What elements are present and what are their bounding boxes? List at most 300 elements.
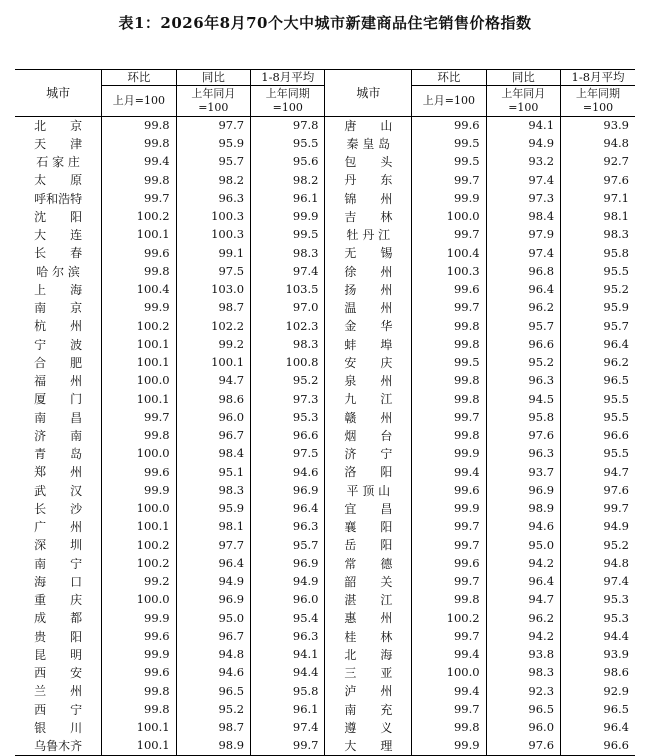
ytd-base-right: 上年同期 =100: [561, 86, 635, 117]
yoy-base-right: 上年同月 =100: [486, 86, 560, 117]
mom-base-right: 上月=100: [412, 86, 486, 117]
city-cell-right: 北 海: [325, 646, 412, 664]
ytd-cell-right: 95.3: [561, 609, 635, 627]
ytd-cell-right: 98.3: [561, 226, 635, 244]
city-cell-left: 沈 阳: [34, 209, 83, 224]
ytd-cell-right: 99.7: [561, 500, 635, 518]
mom-cell-right: 99.7: [412, 628, 486, 646]
page-title: 表1：2026年8月70个大中城市新建商品住宅销售价格指数: [118, 14, 532, 32]
yoy-cell-left: 100.3: [176, 208, 250, 226]
mom-cell-left: 100.0: [102, 500, 176, 518]
city-cell-left: 南 京: [34, 301, 83, 316]
yoy-cell-right: 92.3: [486, 682, 560, 700]
yoy-cell-left: 100.1: [176, 354, 250, 372]
table-header: [15, 70, 635, 117]
city-cell-right: 惠 州: [325, 609, 412, 627]
city-cell-left: 宁 波: [34, 337, 83, 352]
yoy-cell-right: 98.4: [486, 208, 560, 226]
city-cell-left: 福 州: [34, 374, 83, 389]
mom-header-right: 环比: [412, 70, 486, 86]
table-row: [15, 591, 635, 609]
ytd-cell-right: 95.3: [561, 591, 635, 609]
mom-cell-left: 100.0: [102, 445, 176, 463]
table-row: [15, 372, 635, 390]
ytd-cell-left: 95.4: [251, 609, 325, 627]
yoy-cell-left: 98.7: [176, 299, 250, 317]
ytd-base: 上年同期 =100: [251, 86, 325, 117]
city-cell-right: 包 头: [325, 153, 412, 171]
city-cell-right: 岳 阳: [325, 536, 412, 554]
ytd-cell-right: 94.7: [561, 463, 635, 481]
ytd-cell-right: 95.5: [561, 263, 635, 281]
yoy-cell-left: 95.1: [176, 463, 250, 481]
city-cell-right: 牡 丹 江: [325, 226, 412, 244]
ytd-cell-left: 95.7: [251, 536, 325, 554]
city-cell-left: 成 都: [34, 611, 83, 626]
ytd-cell-left: 96.3: [251, 518, 325, 536]
city-cell-right: 烟 台: [325, 427, 412, 445]
yoy-cell-right: 94.2: [486, 628, 560, 646]
yoy-cell-right: 96.4: [486, 281, 560, 299]
mom-cell-left: 100.2: [102, 208, 176, 226]
mom-cell-left: 99.6: [102, 664, 176, 682]
yoy-cell-left: 98.1: [176, 518, 250, 536]
city-cell-right: 桂 林: [325, 628, 412, 646]
mom-cell-right: 99.6: [412, 482, 486, 500]
city-cell-left: 南 昌: [34, 410, 83, 425]
city-cell-right: 平 顶 山: [325, 482, 412, 500]
yoy-cell-right: 94.9: [486, 135, 560, 153]
ytd-cell-left: 96.1: [251, 190, 325, 208]
mom-cell-right: 99.7: [412, 409, 486, 427]
city-cell-right: 三 亚: [325, 664, 412, 682]
mom-cell-right: 99.8: [412, 336, 486, 354]
yoy-cell-left: 96.0: [176, 409, 250, 427]
city-cell-right: 韶 关: [325, 573, 412, 591]
mom-cell-right: 99.5: [412, 153, 486, 171]
table-row: [15, 409, 635, 427]
table-row: [15, 664, 635, 682]
ytd-cell-left: 98.3: [251, 336, 325, 354]
yoy-cell-right: 94.1: [486, 117, 560, 135]
city-cell-right: 安 庆: [325, 354, 412, 372]
mom-cell-right: 99.5: [412, 135, 486, 153]
table-row: [15, 573, 635, 591]
city-cell-left: 上 海: [34, 282, 83, 297]
yoy-cell-right: 96.3: [486, 372, 560, 390]
city-cell-left: 海 口: [34, 574, 83, 589]
ytd-cell-right: 93.9: [561, 646, 635, 664]
city-cell-left: 哈 尔 滨: [36, 264, 80, 279]
ytd-cell-right: 97.6: [561, 482, 635, 500]
mom-cell-left: 100.1: [102, 719, 176, 737]
yoy-cell-right: 97.6: [486, 427, 560, 445]
table-row: [15, 482, 635, 500]
ytd-cell-right: 96.6: [561, 427, 635, 445]
yoy-cell-right: 96.3: [486, 445, 560, 463]
yoy-cell-left: 97.5: [176, 263, 250, 281]
table-row: [15, 500, 635, 518]
ytd-cell-right: 95.5: [561, 445, 635, 463]
mom-header: 环比: [102, 70, 176, 86]
mom-cell-left: 99.9: [102, 482, 176, 500]
ytd-cell-right: 95.5: [561, 390, 635, 408]
yoy-cell-right: 95.2: [486, 354, 560, 372]
yoy-cell-left: 95.0: [176, 609, 250, 627]
table-row: [15, 354, 635, 372]
city-cell-left: 西 安: [34, 666, 83, 681]
yoy-cell-right: 96.0: [486, 719, 560, 737]
table-row: [15, 737, 635, 755]
mom-cell-right: 99.6: [412, 281, 486, 299]
city-cell-left: 银 川: [34, 720, 83, 735]
ytd-cell-left: 94.4: [251, 664, 325, 682]
ytd-cell-left: 94.6: [251, 463, 325, 481]
ytd-cell-right: 94.4: [561, 628, 635, 646]
mom-cell-right: 99.8: [412, 591, 486, 609]
mom-cell-right: 99.8: [412, 390, 486, 408]
yoy-header: 同比: [176, 70, 250, 86]
table-row: [15, 317, 635, 335]
yoy-header-right: 同比: [486, 70, 560, 86]
city-cell-right: 温 州: [325, 299, 412, 317]
mom-cell-left: 99.7: [102, 190, 176, 208]
yoy-cell-right: 96.5: [486, 701, 560, 719]
mom-cell-left: 99.4: [102, 153, 176, 171]
mom-cell-right: 99.4: [412, 463, 486, 481]
city-cell-left: 郑 州: [34, 465, 83, 480]
ytd-cell-left: 95.5: [251, 135, 325, 153]
mom-cell-right: 99.7: [412, 536, 486, 554]
yoy-cell-left: 95.9: [176, 135, 250, 153]
mom-cell-right: 99.7: [412, 573, 486, 591]
city-cell-left: 兰 州: [34, 684, 83, 699]
city-cell-left: 石 家 庄: [36, 155, 80, 170]
ytd-cell-right: 96.4: [561, 719, 635, 737]
city-cell-right: 湛 江: [325, 591, 412, 609]
table-row: [15, 427, 635, 445]
table-row: [15, 299, 635, 317]
mom-cell-left: 100.2: [102, 536, 176, 554]
table-row: [15, 555, 635, 573]
mom-cell-right: 99.9: [412, 445, 486, 463]
ytd-cell-right: 97.4: [561, 573, 635, 591]
mom-cell-left: 99.8: [102, 427, 176, 445]
mom-cell-left: 100.1: [102, 737, 176, 755]
mom-cell-left: 100.0: [102, 591, 176, 609]
price-index-table: [15, 69, 635, 756]
ytd-cell-left: 99.7: [251, 737, 325, 755]
yoy-cell-left: 96.4: [176, 555, 250, 573]
city-cell-right: 蚌 埠: [325, 336, 412, 354]
mom-cell-right: 99.7: [412, 171, 486, 189]
ytd-cell-left: 95.6: [251, 153, 325, 171]
yoy-cell-left: 98.7: [176, 719, 250, 737]
ytd-cell-left: 94.9: [251, 573, 325, 591]
yoy-cell-right: 94.6: [486, 518, 560, 536]
yoy-cell-left: 103.0: [176, 281, 250, 299]
yoy-cell-right: 94.2: [486, 555, 560, 573]
ytd-cell-left: 97.4: [251, 719, 325, 737]
mom-cell-right: 100.0: [412, 664, 486, 682]
mom-cell-right: 99.8: [412, 719, 486, 737]
mom-cell-left: 99.9: [102, 609, 176, 627]
ytd-cell-left: 96.6: [251, 427, 325, 445]
ytd-cell-right: 92.9: [561, 682, 635, 700]
table-row: [15, 682, 635, 700]
city-cell-left: 长 沙: [34, 501, 83, 516]
ytd-cell-left: 95.2: [251, 372, 325, 390]
table-row: [15, 281, 635, 299]
yoy-cell-right: 95.8: [486, 409, 560, 427]
ytd-cell-right: 97.6: [561, 171, 635, 189]
yoy-cell-right: 96.8: [486, 263, 560, 281]
mom-cell-right: 99.5: [412, 354, 486, 372]
yoy-cell-left: 102.2: [176, 317, 250, 335]
mom-base: 上月=100: [102, 86, 176, 117]
mom-cell-left: 99.8: [102, 135, 176, 153]
ytd-cell-right: 98.6: [561, 664, 635, 682]
ytd-cell-left: 97.4: [251, 263, 325, 281]
yoy-cell-right: 96.2: [486, 299, 560, 317]
city-cell-left: 杭 州: [34, 319, 83, 334]
ytd-cell-left: 96.9: [251, 482, 325, 500]
mom-cell-left: 99.6: [102, 244, 176, 262]
ytd-cell-right: 96.5: [561, 372, 635, 390]
ytd-cell-left: 97.0: [251, 299, 325, 317]
mom-cell-left: 99.9: [102, 646, 176, 664]
table-row: [15, 190, 635, 208]
ytd-cell-right: 95.8: [561, 244, 635, 262]
ytd-cell-right: 94.8: [561, 555, 635, 573]
ytd-cell-right: 96.4: [561, 336, 635, 354]
yoy-cell-left: 94.9: [176, 573, 250, 591]
city-cell-left: 厦 门: [34, 392, 83, 407]
city-cell-left: 南 宁: [34, 556, 83, 571]
city-cell-right: 锦 州: [325, 190, 412, 208]
mom-cell-right: 99.8: [412, 372, 486, 390]
city-cell-left: 呼和浩特: [34, 191, 83, 206]
city-cell-right: 常 德: [325, 555, 412, 573]
city-cell-right: 丹 东: [325, 171, 412, 189]
city-cell-right: 遵 义: [325, 719, 412, 737]
mom-cell-left: 99.8: [102, 682, 176, 700]
yoy-cell-left: 98.6: [176, 390, 250, 408]
mom-cell-left: 100.2: [102, 317, 176, 335]
yoy-cell-left: 98.9: [176, 737, 250, 755]
yoy-cell-left: 94.6: [176, 664, 250, 682]
yoy-cell-right: 94.7: [486, 591, 560, 609]
table-row: [15, 244, 635, 262]
table-row: [15, 609, 635, 627]
yoy-cell-right: 95.0: [486, 536, 560, 554]
yoy-cell-left: 97.7: [176, 117, 250, 135]
mom-cell-left: 99.8: [102, 171, 176, 189]
mom-cell-left: 100.1: [102, 336, 176, 354]
city-cell-left: 昆 明: [34, 647, 83, 662]
ytd-cell-left: 103.5: [251, 281, 325, 299]
ytd-cell-left: 95.8: [251, 682, 325, 700]
city-cell-left: 贵 阳: [34, 629, 83, 644]
mom-cell-left: 99.2: [102, 573, 176, 591]
city-cell-right: 赣 州: [325, 409, 412, 427]
ytd-cell-left: 102.3: [251, 317, 325, 335]
yoy-cell-left: 98.4: [176, 445, 250, 463]
ytd-cell-right: 95.7: [561, 317, 635, 335]
city-cell-right: 襄 阳: [325, 518, 412, 536]
yoy-cell-left: 99.2: [176, 336, 250, 354]
city-cell-right: 唐 山: [325, 117, 412, 135]
ytd-cell-right: 95.5: [561, 409, 635, 427]
ytd-cell-right: 94.8: [561, 135, 635, 153]
ytd-cell-right: 92.7: [561, 153, 635, 171]
mom-cell-left: 100.2: [102, 555, 176, 573]
mom-cell-right: 99.7: [412, 701, 486, 719]
mom-cell-right: 99.8: [412, 317, 486, 335]
ytd-cell-right: 96.6: [561, 737, 635, 755]
table-row: [15, 719, 635, 737]
yoy-cell-left: 95.9: [176, 500, 250, 518]
city-cell-right: 大 理: [325, 737, 412, 755]
table-row: [15, 336, 635, 354]
mom-cell-left: 99.7: [102, 409, 176, 427]
city-header-right: 城市: [325, 70, 412, 117]
mom-cell-left: 100.1: [102, 226, 176, 244]
city-cell-right: 吉 林: [325, 208, 412, 226]
city-cell-right: 济 宁: [325, 445, 412, 463]
yoy-cell-right: 96.6: [486, 336, 560, 354]
yoy-cell-right: 97.9: [486, 226, 560, 244]
ytd-cell-left: 98.2: [251, 171, 325, 189]
ytd-header-right: 1-8月平均: [561, 70, 635, 86]
mom-cell-left: 99.8: [102, 701, 176, 719]
ytd-cell-left: 97.5: [251, 445, 325, 463]
ytd-cell-right: 95.2: [561, 281, 635, 299]
ytd-cell-left: 96.3: [251, 628, 325, 646]
table-row: [15, 208, 635, 226]
city-cell-left: 武 汉: [34, 483, 83, 498]
yoy-cell-left: 100.3: [176, 226, 250, 244]
mom-cell-left: 99.6: [102, 628, 176, 646]
ytd-cell-left: 96.0: [251, 591, 325, 609]
yoy-cell-left: 96.3: [176, 190, 250, 208]
table-row: [15, 226, 635, 244]
yoy-cell-right: 93.8: [486, 646, 560, 664]
yoy-cell-left: 99.1: [176, 244, 250, 262]
mom-cell-right: 99.7: [412, 226, 486, 244]
yoy-cell-left: 94.7: [176, 372, 250, 390]
mom-cell-right: 100.0: [412, 208, 486, 226]
city-header: 城市: [15, 70, 102, 117]
yoy-base: 上年同月 =100: [176, 86, 250, 117]
mom-cell-left: 99.9: [102, 299, 176, 317]
mom-cell-right: 99.9: [412, 500, 486, 518]
mom-cell-right: 99.6: [412, 555, 486, 573]
table-row: [15, 445, 635, 463]
table-row: [15, 263, 635, 281]
yoy-cell-left: 96.9: [176, 591, 250, 609]
ytd-cell-right: 95.2: [561, 536, 635, 554]
mom-cell-right: 99.4: [412, 646, 486, 664]
yoy-cell-left: 96.7: [176, 427, 250, 445]
ytd-cell-right: 96.2: [561, 354, 635, 372]
city-cell-left: 太 原: [34, 173, 83, 188]
city-cell-right: 宜 昌: [325, 500, 412, 518]
ytd-cell-left: 94.1: [251, 646, 325, 664]
ytd-cell-right: 94.9: [561, 518, 635, 536]
ytd-cell-right: 95.9: [561, 299, 635, 317]
table-row: [15, 135, 635, 153]
city-cell-right: 徐 州: [325, 263, 412, 281]
yoy-cell-right: 97.3: [486, 190, 560, 208]
yoy-cell-left: 96.5: [176, 682, 250, 700]
yoy-cell-right: 96.9: [486, 482, 560, 500]
mom-cell-right: 99.9: [412, 190, 486, 208]
city-cell-left: 西 宁: [34, 702, 83, 717]
city-cell-right: 金 华: [325, 317, 412, 335]
mom-cell-right: 99.4: [412, 682, 486, 700]
mom-cell-left: 99.8: [102, 263, 176, 281]
yoy-cell-right: 98.9: [486, 500, 560, 518]
yoy-cell-right: 97.4: [486, 171, 560, 189]
ytd-cell-left: 98.3: [251, 244, 325, 262]
city-cell-right: 秦 皇 岛: [325, 135, 412, 153]
mom-cell-left: 100.1: [102, 354, 176, 372]
ytd-cell-left: 97.3: [251, 390, 325, 408]
yoy-cell-right: 95.7: [486, 317, 560, 335]
mom-cell-right: 99.7: [412, 518, 486, 536]
yoy-cell-right: 96.4: [486, 573, 560, 591]
yoy-cell-right: 93.2: [486, 153, 560, 171]
yoy-cell-left: 94.8: [176, 646, 250, 664]
city-cell-right: 九 江: [325, 390, 412, 408]
yoy-cell-left: 95.7: [176, 153, 250, 171]
table-row: [15, 171, 635, 189]
table-row: [15, 646, 635, 664]
table-row: [15, 117, 635, 135]
yoy-cell-right: 98.3: [486, 664, 560, 682]
mom-cell-right: 100.3: [412, 263, 486, 281]
city-cell-left: 长 春: [34, 246, 83, 261]
city-cell-right: 无 锡: [325, 244, 412, 262]
city-cell-left: 广 州: [34, 520, 83, 535]
ytd-cell-left: 99.5: [251, 226, 325, 244]
ytd-cell-left: 100.8: [251, 354, 325, 372]
ytd-cell-left: 96.4: [251, 500, 325, 518]
city-cell-right: 扬 州: [325, 281, 412, 299]
mom-cell-right: 99.6: [412, 117, 486, 135]
ytd-header: 1-8月平均: [251, 70, 325, 86]
yoy-cell-left: 98.2: [176, 171, 250, 189]
ytd-cell-left: 99.9: [251, 208, 325, 226]
table-row: [15, 518, 635, 536]
ytd-cell-left: 96.9: [251, 555, 325, 573]
city-cell-left: 天 津: [34, 136, 83, 151]
table-row: [15, 463, 635, 481]
mom-cell-right: 99.7: [412, 299, 486, 317]
mom-cell-left: 100.1: [102, 518, 176, 536]
city-cell-right: 泉 州: [325, 372, 412, 390]
table-row: [15, 390, 635, 408]
yoy-cell-left: 98.3: [176, 482, 250, 500]
ytd-cell-left: 97.8: [251, 117, 325, 135]
table-body: [15, 117, 635, 756]
mom-cell-left: 100.1: [102, 390, 176, 408]
mom-cell-right: 100.4: [412, 244, 486, 262]
ytd-cell-right: 96.5: [561, 701, 635, 719]
yoy-cell-right: 93.7: [486, 463, 560, 481]
yoy-cell-left: 96.7: [176, 628, 250, 646]
